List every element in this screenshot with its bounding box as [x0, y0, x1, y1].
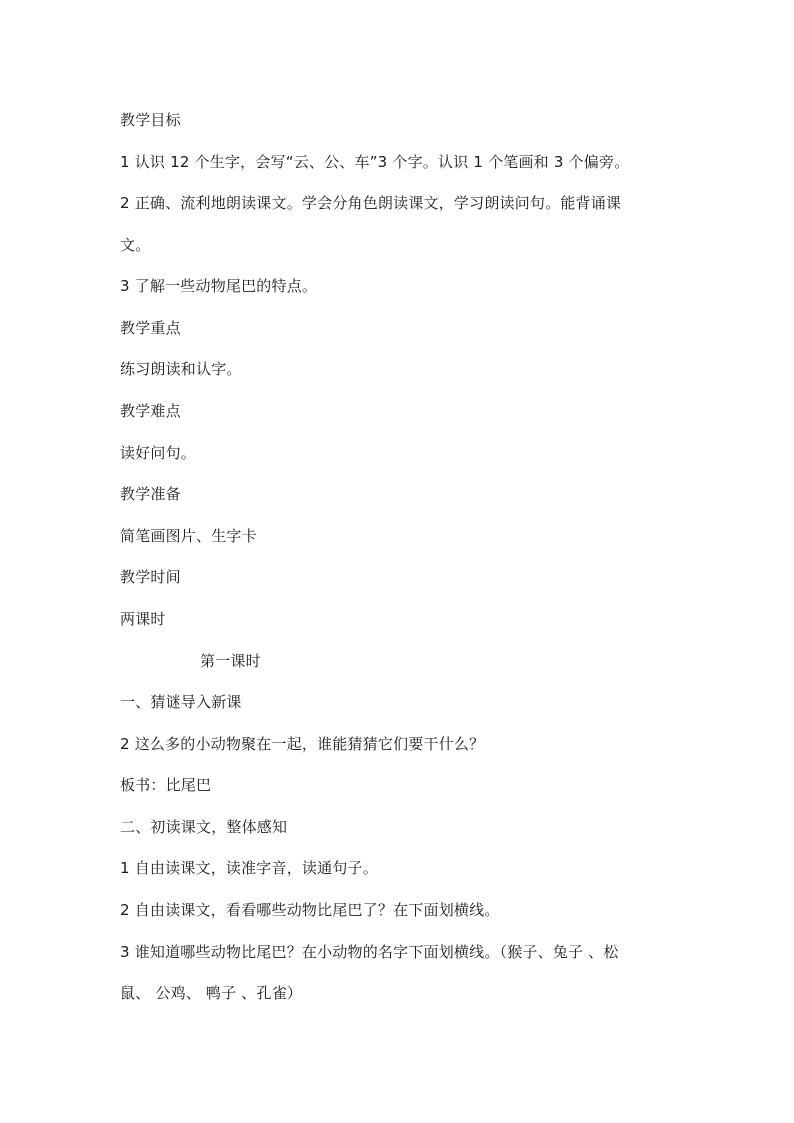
goal-item-3: 3 了解一些动物尾巴的特点。: [120, 277, 318, 295]
step-1-heading: 一、猜谜导入新课: [120, 693, 242, 711]
heading-teaching-goals: 教学目标: [120, 111, 181, 129]
teaching-time-text: 两课时: [120, 610, 166, 628]
goal-item-1: 1 认识 12 个生字，会写“云、公、车”3 个字。认识 1 个笔画和 3 个偏旁。: [120, 153, 630, 171]
heading-teaching-time: 教学时间: [120, 568, 181, 586]
heading-preparation: 教学准备: [120, 485, 181, 503]
step-2-item-1: 1 自由读课文，读准字音，读通句子。: [120, 859, 378, 877]
step-2-heading: 二、初读课文，整体感知: [120, 818, 288, 836]
heading-key-points: 教学重点: [120, 319, 181, 337]
step-1-item-2: 2 这么多的小动物聚在一起，谁能猜猜它们要干什么？: [120, 735, 485, 753]
step-2-item-2: 2 自由读课文，看看哪些动物比尾巴了？在下面划横线。: [120, 901, 500, 919]
difficulties-text: 读好问句。: [120, 444, 197, 462]
section-title-first-lesson: 第一课时: [200, 652, 261, 670]
preparation-text: 简笔画图片、生字卡: [120, 527, 257, 545]
goal-item-2: 2 正确、流利地朗读课文。学会分角色朗读课文，学习朗读问句。能背诵课: [120, 194, 622, 212]
board-writing: 板书：比尾巴: [120, 776, 212, 794]
goal-item-2-continued: 文。: [120, 236, 151, 254]
heading-difficulties: 教学难点: [120, 402, 181, 420]
key-points-text: 练习朗读和认字。: [120, 360, 242, 378]
step-2-item-3-continued: 鼠、 公鸡、 鸭子 、孔雀）: [120, 984, 303, 1002]
step-2-item-3: 3 谁知道哪些动物比尾巴？在小动物的名字下面划横线。（猴子、兔子 、松: [120, 943, 619, 961]
